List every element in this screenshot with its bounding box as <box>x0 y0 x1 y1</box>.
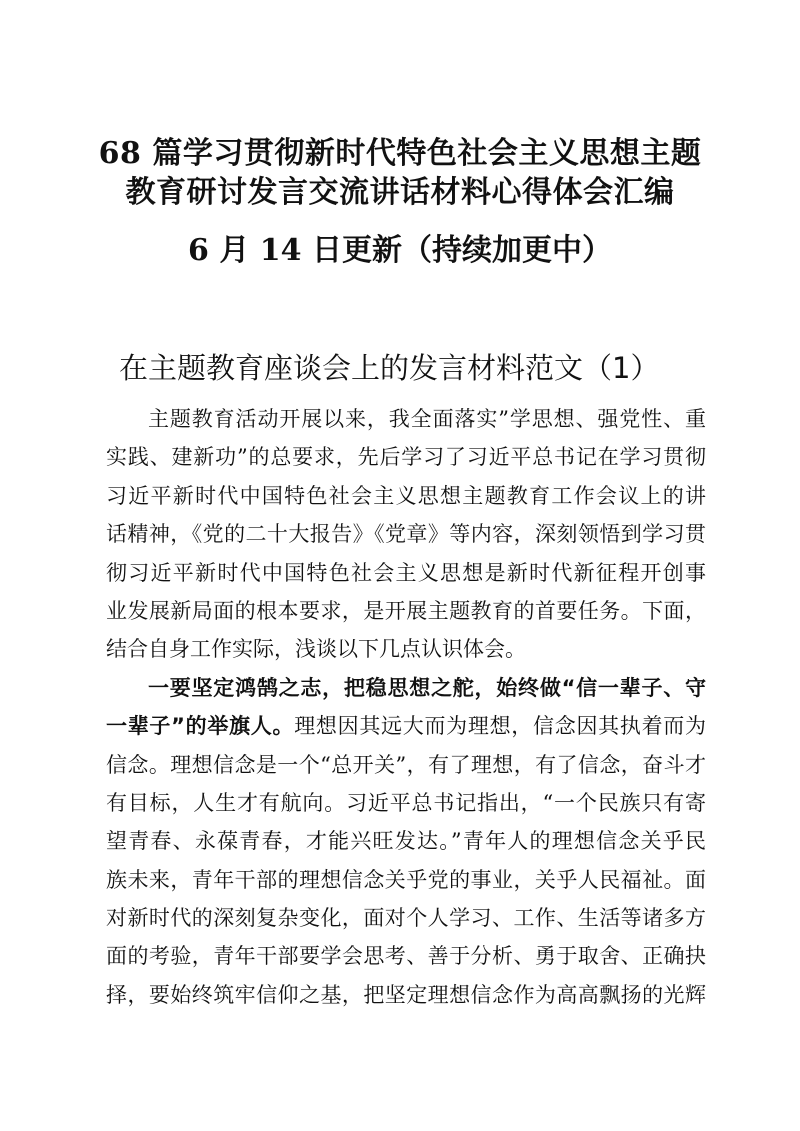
paragraph-line: 择，要始终筑牢信仰之基，把坚定理想信念作为高高飘扬的光辉 <box>106 982 706 1007</box>
title-line-2: 教育研讨发言交流讲话材料心得体会汇编 <box>125 175 675 210</box>
update-note: 6 月 14 日更新（持续加更中） <box>188 233 612 268</box>
paragraph-line: 族未来，青年干部的理想信念关乎党的事业，关乎人民福祉。面 <box>106 867 706 892</box>
paragraph-line: 面的考验，青年干部要学会思考、善于分析、勇于取舍、正确抉 <box>106 944 706 969</box>
title-line-1: 68 篇学习贯彻新时代特色社会主义思想主题 <box>98 136 702 171</box>
paragraph-line: 望青春、永葆青春，才能兴旺发达。”青年人的理想信念关乎民 <box>106 829 706 854</box>
paragraph-mixed-line <box>106 707 706 745</box>
document-body <box>106 400 706 1014</box>
paragraph-1 <box>106 400 706 669</box>
paragraph-line: 话精神，《党的二十大报告》《党章》等内容，深刻领悟到学习贯 <box>106 522 706 547</box>
paragraph-bold-run: 一辈子”的举旗人。 <box>106 714 295 739</box>
paragraph-line: 信念。理想信念是一个“总开关”，有了理想，有了信念，奋斗才 <box>106 752 706 777</box>
paragraph-line: 业发展新局面的根本要求，是开展主题教育的首要任务。下面， <box>106 598 706 623</box>
paragraph-line: 有目标，人生才有航向。习近平总书记指出，“一个民族只有寄 <box>106 790 706 815</box>
paragraph-line: 主题教育活动开展以来，我全面落实”学思想、强党性、重 <box>148 407 706 431</box>
paragraph-line: 彻习近平新时代中国特色社会主义思想是新时代新征程开创事 <box>106 560 706 585</box>
paragraph-line: 结合自身工作实际，浅谈以下几点认识体会。 <box>106 637 526 662</box>
paragraph-line: 对新时代的深刻复杂变化，面对个人学习、工作、生活等诸多方 <box>106 906 706 931</box>
paragraph-normal-run: 理想因其远大而为理想，信念因其执着而为 <box>294 714 706 739</box>
paragraph-line: 习近平新时代中国特色社会主义思想主题教育工作会议上的讲 <box>106 483 706 508</box>
paragraph-bold-line: 一要坚定鸿鹄之志，把稳思想之舵，始终做“信一辈子、守 <box>148 675 706 700</box>
document-title <box>0 134 800 212</box>
section-heading: 在主题教育座谈会上的发言材料范文（1） <box>119 351 660 385</box>
paragraph-2 <box>106 669 706 1015</box>
paragraph-line: 实践、建新功”的总要求，先后学习了习近平总书记在学习贯彻 <box>106 445 706 470</box>
